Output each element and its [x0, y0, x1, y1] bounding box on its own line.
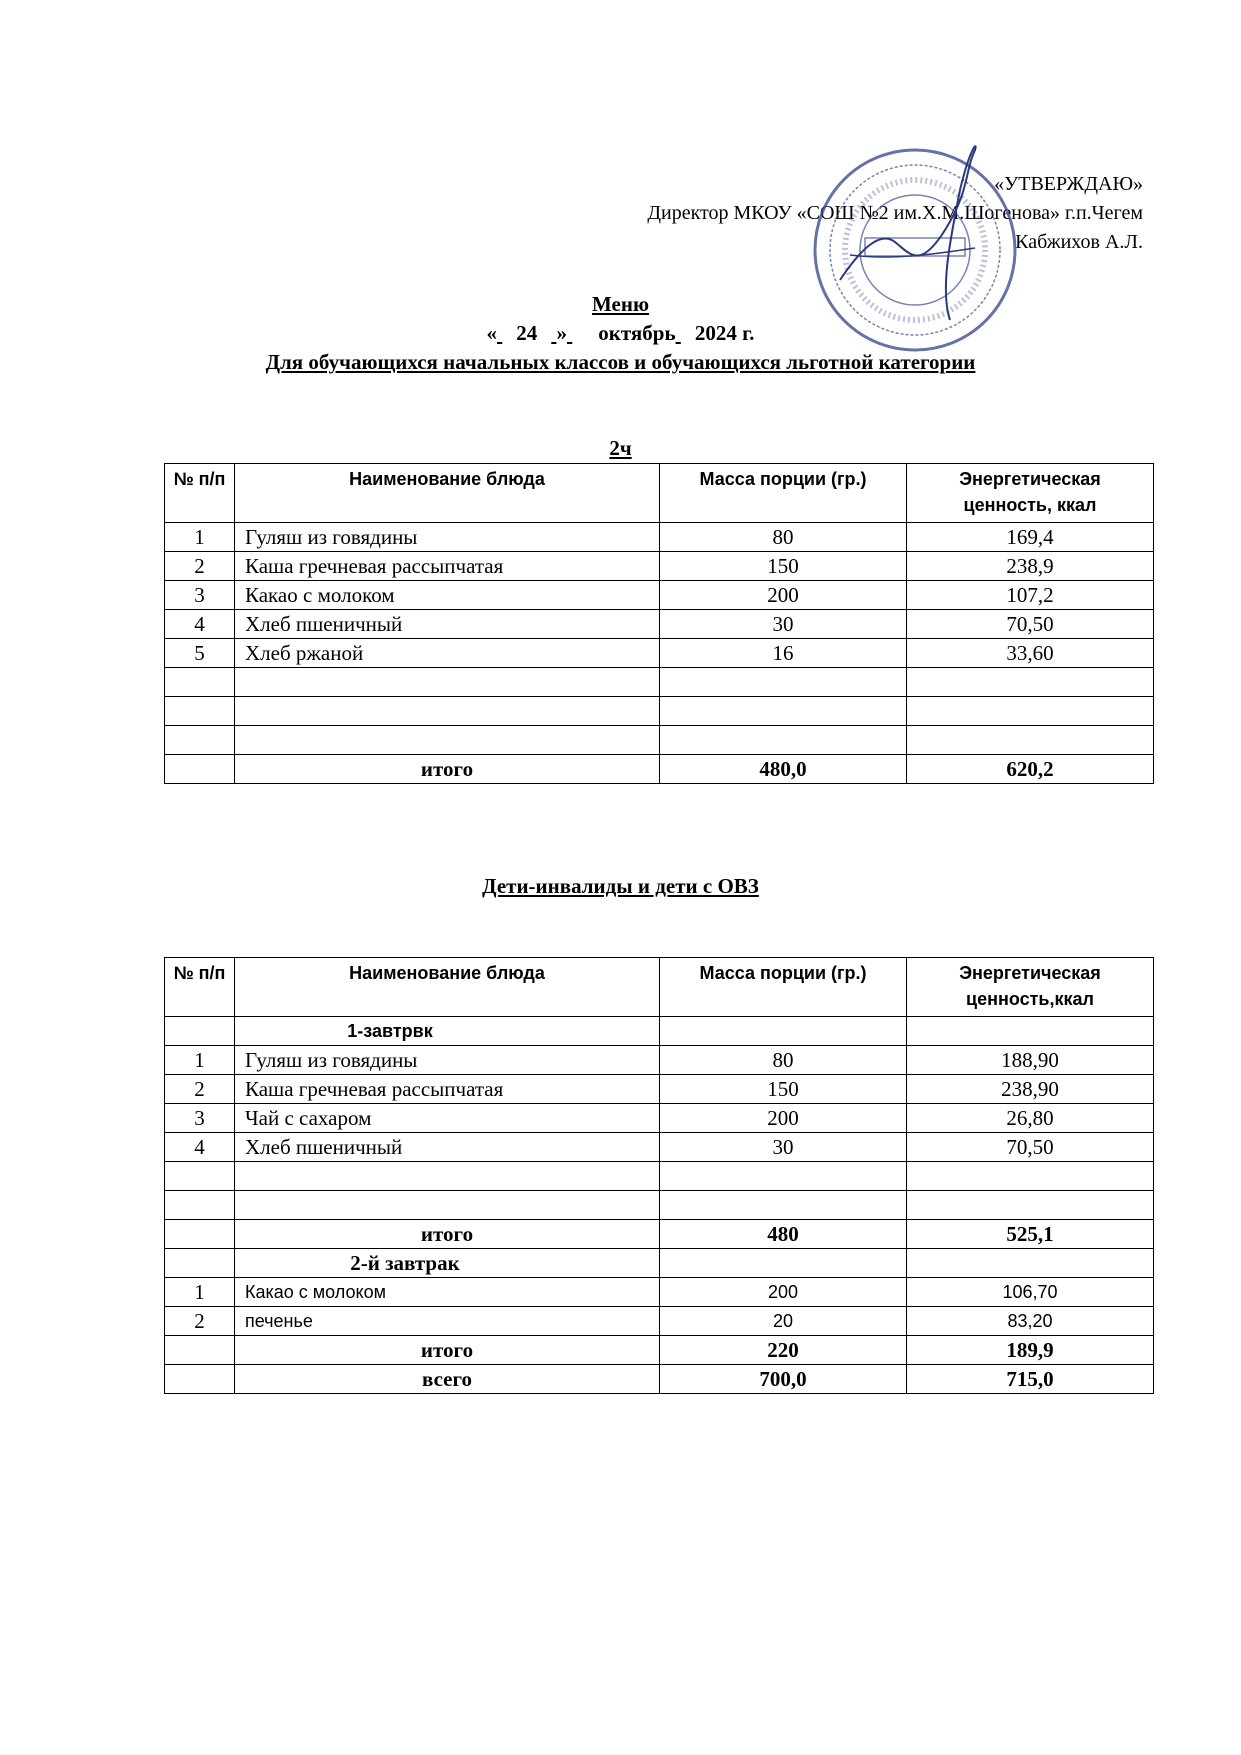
cell-energy: 26,80	[907, 1104, 1154, 1133]
cell-energy: 238,9	[907, 552, 1154, 581]
cell-dish: Гуляш из говядины	[235, 523, 660, 552]
cell-mass: 200	[660, 1278, 907, 1307]
group-label: 2ч	[609, 436, 632, 460]
menu-date	[0, 319, 1241, 348]
col-header-energy: Энергетическая ценность, ккал	[907, 464, 1154, 523]
table-header-row	[165, 958, 1154, 1017]
table-row	[165, 1307, 1154, 1336]
approval-line-1: «УТВЕРЖДАЮ»	[994, 173, 1143, 195]
menu-title: Меню	[591, 292, 649, 316]
menu-titles	[0, 290, 1241, 377]
menu-table-primary	[164, 463, 1154, 784]
table-row	[165, 1133, 1154, 1162]
total1-mass: 480	[660, 1220, 907, 1249]
cell-dish: Хлеб пшеничный	[235, 610, 660, 639]
table-row	[165, 523, 1154, 552]
table-row	[165, 581, 1154, 610]
col-header-mass: Масса порции (гр.)	[660, 464, 907, 523]
cell-mass: 30	[660, 1133, 907, 1162]
total1-label: итого	[235, 1220, 660, 1249]
cell-number: 4	[165, 1133, 235, 1162]
table-row	[165, 610, 1154, 639]
cell-number: 1	[165, 1046, 235, 1075]
table-row	[165, 1075, 1154, 1104]
table-row	[165, 1104, 1154, 1133]
cell-energy: 33,60	[907, 639, 1154, 668]
cell-dish: печенье	[235, 1307, 660, 1336]
date-year: 2024 г.	[694, 321, 755, 345]
cell-mass: 200	[660, 581, 907, 610]
cell-energy: 83,20	[907, 1307, 1154, 1336]
table-grand-total-row	[165, 1365, 1154, 1394]
grand-total-label: всего	[235, 1365, 660, 1394]
date-close-quote: »	[556, 321, 568, 345]
cell-number: 1	[165, 1278, 235, 1307]
cell-dish: Хлеб пшеничный	[235, 1133, 660, 1162]
table-row-empty	[165, 1191, 1154, 1220]
col-header-dish: Наименование блюда	[235, 958, 660, 1017]
col-header-dish: Наименование блюда	[235, 464, 660, 523]
table-row-empty	[165, 668, 1154, 697]
table-total-row	[165, 1336, 1154, 1365]
cell-number: 2	[165, 1075, 235, 1104]
cell-number: 5	[165, 639, 235, 668]
section-row-breakfast-2	[165, 1249, 1154, 1278]
cell-energy: 70,50	[907, 610, 1154, 639]
cell-dish: Чай с сахаром	[235, 1104, 660, 1133]
table-row-empty	[165, 697, 1154, 726]
cell-energy: 106,70	[907, 1278, 1154, 1307]
cell-energy: 188,90	[907, 1046, 1154, 1075]
table-total-row	[165, 1220, 1154, 1249]
table-row	[165, 1046, 1154, 1075]
table-row-empty	[165, 1162, 1154, 1191]
total2-energy: 189,9	[907, 1336, 1154, 1365]
cell-mass: 150	[660, 552, 907, 581]
cell-mass: 80	[660, 1046, 907, 1075]
cell-number: 2	[165, 1307, 235, 1336]
cell-mass: 200	[660, 1104, 907, 1133]
cell-mass: 30	[660, 610, 907, 639]
menu-subtitle: Для обучающихся начальных классов и обучающихся льготной категории	[265, 350, 976, 374]
cell-energy: 107,2	[907, 581, 1154, 610]
cell-dish: Какао с молоком	[235, 581, 660, 610]
grand-total-mass: 700,0	[660, 1365, 907, 1394]
cell-dish: Каша гречневая рассыпчатая	[235, 1075, 660, 1104]
menu-table-special	[164, 957, 1154, 1394]
cell-dish: Гуляш из говядины	[235, 1046, 660, 1075]
cell-dish: Каша гречневая рассыпчатая	[235, 552, 660, 581]
cell-mass: 80	[660, 523, 907, 552]
cell-energy: 70,50	[907, 1133, 1154, 1162]
col-header-number: № п/п	[165, 464, 235, 523]
table-row-empty	[165, 726, 1154, 755]
section-row-breakfast-1	[165, 1017, 1154, 1046]
cell-mass: 20	[660, 1307, 907, 1336]
table-row	[165, 552, 1154, 581]
cell-number: 2	[165, 552, 235, 581]
cell-number: 3	[165, 581, 235, 610]
cell-mass: 16	[660, 639, 907, 668]
date-open-quote: «	[486, 321, 498, 345]
approval-line-2: Директор МКОУ «СОШ №2 им.Х.М.Шогенова» г.п.Чегем	[647, 202, 1143, 224]
total-label: итого	[235, 755, 660, 784]
breakfast2-label: 2-й завтрак	[235, 1249, 660, 1278]
cell-dish: Хлеб ржаной	[235, 639, 660, 668]
cell-energy: 169,4	[907, 523, 1154, 552]
cell-number: 4	[165, 610, 235, 639]
section2-title: Дети-инвалиды и дети с ОВЗ	[482, 874, 759, 898]
table-row	[165, 639, 1154, 668]
date-month: октябрь	[598, 321, 676, 345]
cell-number: 1	[165, 523, 235, 552]
table-header-row	[165, 464, 1154, 523]
breakfast1-label: 1-завтрвк	[235, 1017, 660, 1046]
table-total-row	[165, 755, 1154, 784]
total2-label: итого	[235, 1336, 660, 1365]
cell-mass: 150	[660, 1075, 907, 1104]
cell-number: 3	[165, 1104, 235, 1133]
cell-dish: Какао с молоком	[235, 1278, 660, 1307]
approval-line-3: Кабжихов А.Л.	[1015, 231, 1143, 253]
col-header-number: № п/п	[165, 958, 235, 1017]
total1-energy: 525,1	[907, 1220, 1154, 1249]
col-header-energy: Энергетическая ценность,ккал	[907, 958, 1154, 1017]
col-header-mass: Масса порции (гр.)	[660, 958, 907, 1017]
total2-mass: 220	[660, 1336, 907, 1365]
total-energy: 620,2	[907, 755, 1154, 784]
cell-energy: 238,90	[907, 1075, 1154, 1104]
total-mass: 480,0	[660, 755, 907, 784]
date-day: 24	[516, 321, 538, 345]
grand-total-energy: 715,0	[907, 1365, 1154, 1394]
table-row	[165, 1278, 1154, 1307]
